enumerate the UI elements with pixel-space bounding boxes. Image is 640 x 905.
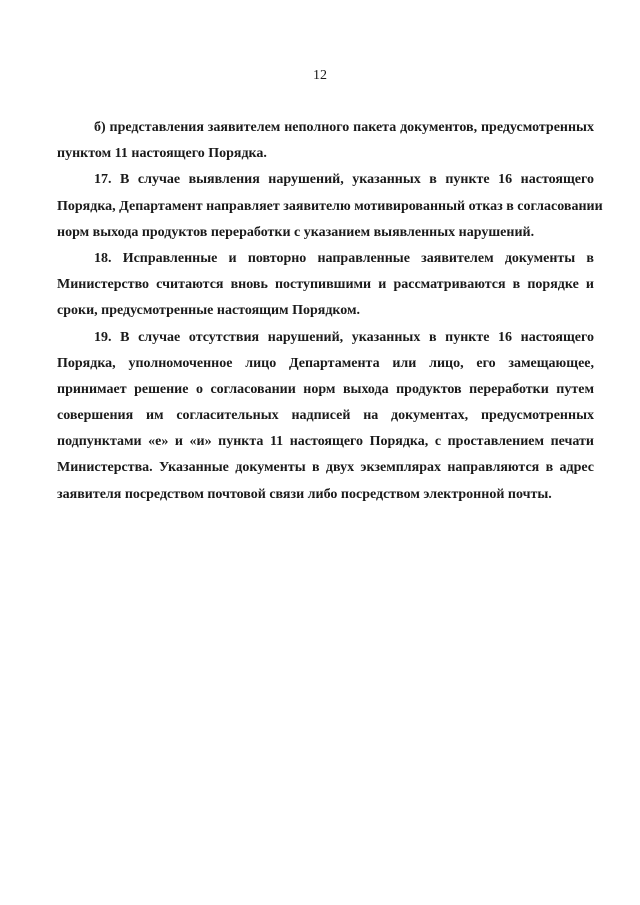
text-line: сроки, предусмотренные настоящим Порядком. (57, 303, 361, 319)
text-line: пунктом 11 настоящего Порядка. (57, 146, 267, 162)
text-line: 17. В случае выявления нарушений, указанных в пункте 16 настоящего (94, 172, 594, 188)
text-line: норм выхода продуктов переработки с указанием выявленных нарушений. (57, 224, 535, 240)
paragraph-item-18 (57, 246, 594, 325)
text-line: Министерство считаются вновь поступившими и рассматриваются в порядке и (57, 277, 594, 293)
text-line: принимает решение о согласовании норм выхода продуктов переработки путем (57, 381, 594, 397)
page-number: 12 (313, 68, 327, 83)
paragraph-item-17 (57, 167, 603, 246)
paragraph-item-19 (57, 325, 594, 508)
text-line: б) представления заявителем неполного пакета документов, предусмотренных (94, 120, 594, 135)
paragraph-item-b (57, 115, 594, 167)
text-line: 18. Исправленные и повторно направленные заявителем документы в (94, 250, 594, 266)
text-line: заявителя посредством почтовой связи либо посредством электронной почты. (57, 486, 552, 502)
text-line: совершения им согласительных надписей на документах, предусмотренных (57, 408, 594, 424)
text-line: Порядка, Департамент направляет заявителю мотивированный отказ в согласовании (57, 198, 603, 214)
text-line: 19. В случае отсутствия нарушений, указанных в пункте 16 настоящего (94, 329, 594, 345)
text-line: подпунктами «е» и «и» пункта 11 настоящего Порядка, с проставлением печати (57, 434, 594, 450)
document-body (57, 115, 603, 508)
text-line: Порядка, уполномоченное лицо Департамента или лицо, его замещающее, (57, 355, 594, 371)
text-line: Министерства. Указанные документы в двух экземплярах направляются в адрес (57, 460, 594, 476)
